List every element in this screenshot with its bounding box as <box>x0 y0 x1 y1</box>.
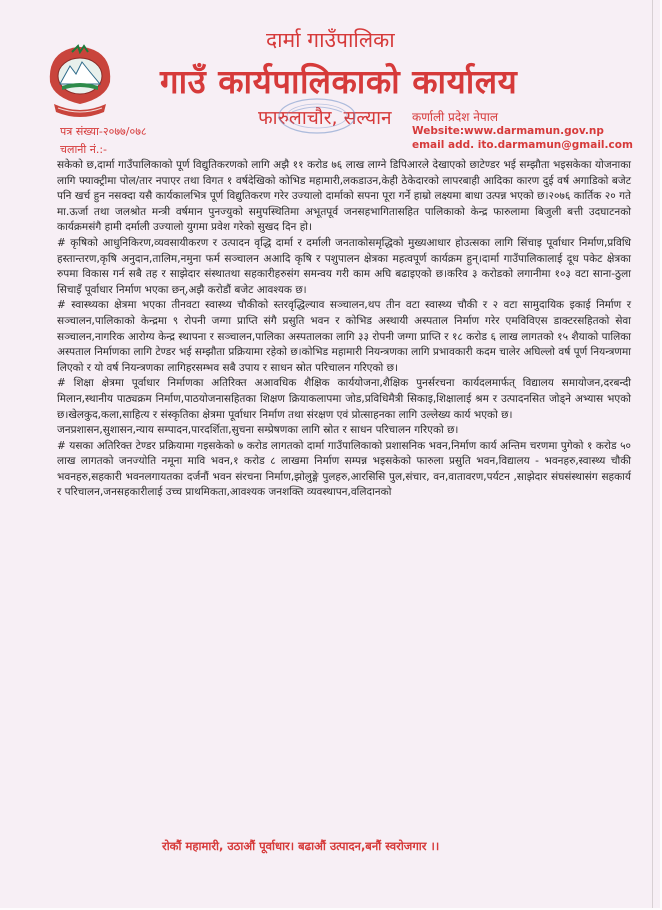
paragraph-education: # शिक्षा क्षेत्रमा पूर्वाधार निर्माणका अतिरिक्त अआवधिक शैक्षिक कार्ययोजना,शैक्षिक पुनर्सरचना कार्यदलमार्फत् विद्यालय समायोजन,दरबन्दी मिलान,स्थानीय पाठ्यक्रम निर्माण,पाठयोजनासहितका शिक्षण क्रियाकलापमा जोड,प्रविधिमैत्री सिकाइ,शिक्षालाई श्रम र उत्पादनसित जोड्ने अभ्यास भएको छ।खेलकुद,कला,साहित्य र संस्कृतिका क्षेत्रमा पूर्वाधार निर्माण तथा संरक्षण एवं प्रोत्साहनका लागि उल्लेख्य कार्य भएको छ। <box>57 377 631 421</box>
office-title: गाउँ कार्यपालिकाको कार्यालय <box>160 62 518 101</box>
office-location: फारुलाचौर, सल्यान <box>258 107 392 129</box>
dispatch-number: चलानी नं.:- <box>60 143 108 156</box>
paragraph-agriculture: # कृषिको आधुनिकिरण,व्यवसायीकरण र उत्पादन वृद्धि दार्मा र दर्माली जनताकोसमृद्धिको मुख्यआधार होउत्सका लागि सिंचाइ पूर्वाधार निर्माण,प्रविधि हस्तान्तरण,कृषि अनुदान,तालिम,नमुना फर्म सञ्चालन अआदि कृषि र पशुपालन क्षेत्रका महत्वपूर्ण कार्यक्रम हुन्।दार्मा गाउँपालिकालाई दूध पकेट क्षेत्रका रुपमा विकास गर्न सबै तह र साझेदार संस्थातथा सहकारीहरुसंग समन्वय गरी काम अघि बढाइएको छ।करिव ३ करोडको लगानीमा १०३ वटा साना-ठुला सिचाइँ पूर्वाधार निर्माण भएका छन्,अझै करोडौं बजेट आवश्यक छ। <box>57 236 631 296</box>
paragraph-infrastructure: # यसका अतिरिक्त टेण्डर प्रक्रियामा गइसकेको ७ करोड लागतको दार्मा गाउँपालिकाको प्रशासनिक भवन,निर्माण कार्य अन्तिम चरणमा पुगेको १ करोड ५० लाख लागतको जनज्योति नमूना मावि भवन,१ करोड ८ लाखमा निर्माण सम्पन्न भइसकेको फारुला प्रसुति भवन,विद्यालय - भवनहरु,स्वास्थ्य चौकी भवनहरु,सहकारी भवनलगायतका दर्जनौं भवन संरचना निर्माण,झोलुङ्गे पुलहरु,आरसिसि पुल,संचार, वन,वातावरण,पर्यटन ,साझेदार संघसंस्थासंग सहकार्य र परिचालन,जनसहकारीलाई उच्च प्राथमिकता,आवश्यक जनशक्ति व्यवस्थापन,वलिदानको <box>57 439 631 499</box>
province-name: कर्णाली प्रदेश नेपाल <box>412 110 498 124</box>
nepal-emblem-icon <box>44 42 116 122</box>
paragraph-health: # स्वास्थ्यका क्षेत्रमा भएका तीनवटा स्वास्थ्य चौकीको स्तरवृद्धिल्याव सञ्चालन,थप तीन वटा स्वास्थ्य चौकी र २ वटा सामुदायिक इकाई निर्माण र सञ्चालन,पालिकाको केन्द्रमा ९ रोपनी जग्गा प्राप्ति संगै प्रसुति भवन र कोभिड अस्थायी अस्पताल निर्माण गरेर एमविविएस डाक्टरसहितको सेवा सञ्चालन,नागरिक आरोग्य केन्द्र स्थापना र सञ्चालन,पालिका अस्पतालका लागि ३३ रोपनी जग्गा प्राप्ति र १८ करोड ६ लाख लागतको १५ शैयाको पालिका अस्पताल निर्माणका लागि टेण्डर भई सम्झौता प्रक्रियामा रहेको छ।कोभिड महामारी नियन्त्रणका लागि प्रभावकारी कदम चालेर अघिल्लो वर्ष पूर्ण नियन्त्रणमा लिएको र यो वर्ष नियन्त्रणका लागिहरसम्भव सबै उपाय र साधन स्रोत परिचालन गरिएको छ। <box>57 299 631 374</box>
letter-number: पत्र संख्या-२०७७/०७८ <box>60 125 147 138</box>
municipality-name: दार्मा गाउँपालिका <box>266 28 395 52</box>
office-stamp-icon <box>276 96 358 136</box>
email-text: email add. ito.darmamun@gmail.com <box>412 139 633 151</box>
paragraph-governance: जनप्रशासन,सुशासन,न्याय सम्पादन,पारदर्शिता,सुचना सम्प्रेषणका लागि स्रोत र साधन परिचालन गरिएको छ। <box>57 424 459 437</box>
letter-body <box>57 158 631 501</box>
footer-slogan: रोकौं महामारी, उठाऔं पूर्वाधार। बढाऔं उत्पादन,बनौं स्वरोजगार ।। <box>162 839 440 853</box>
website-text: Website:www.darmamun.gov.np <box>412 125 604 137</box>
page-edge <box>652 0 653 908</box>
paragraph-electrification: सकेको छ,दार्मा गाउँपालिकाको पूर्ण विद्युतिकरणको लागि अझै ११ करोड ७६ लाख लाग्ने डिपिआरले देखाएको छाटेण्डर भई सम्झौता भइसकेका योजनाका लागि फ्याक्ट्रीमा पोल/तार नपाएर तथा विगत १ वर्षदेखिको कोभिड महामारी,लकडाउन,केही ठेकेदारको लापरबाही आदिका कारण दुई वर्ष अगाडिको बजेट पनि खर्च हुन नसक्दा यसै कार्यकालभित्र पूर्ण विद्युतिकरण गरेर उज्यालो दार्माको सपना पूरा गर्ने हाम्रो लक्ष्यमा बाधा उत्पन्न भएको छ।२०७६ कार्तिक २० गते मा.ऊर्जा तथा जलश्रोत मन्त्री वर्षमान पुनज्युको समुपस्थितिमा अभूतपूर्व जनसहभागितासहित पालिकाको केन्द्र फारुलामा बिजुली बत्ती उदघाटनको कार्यक्रमसंगै हामी दर्मालीे उज्यालो युगमा प्रवेश गरेको सुखद दिन हो। <box>57 159 631 234</box>
